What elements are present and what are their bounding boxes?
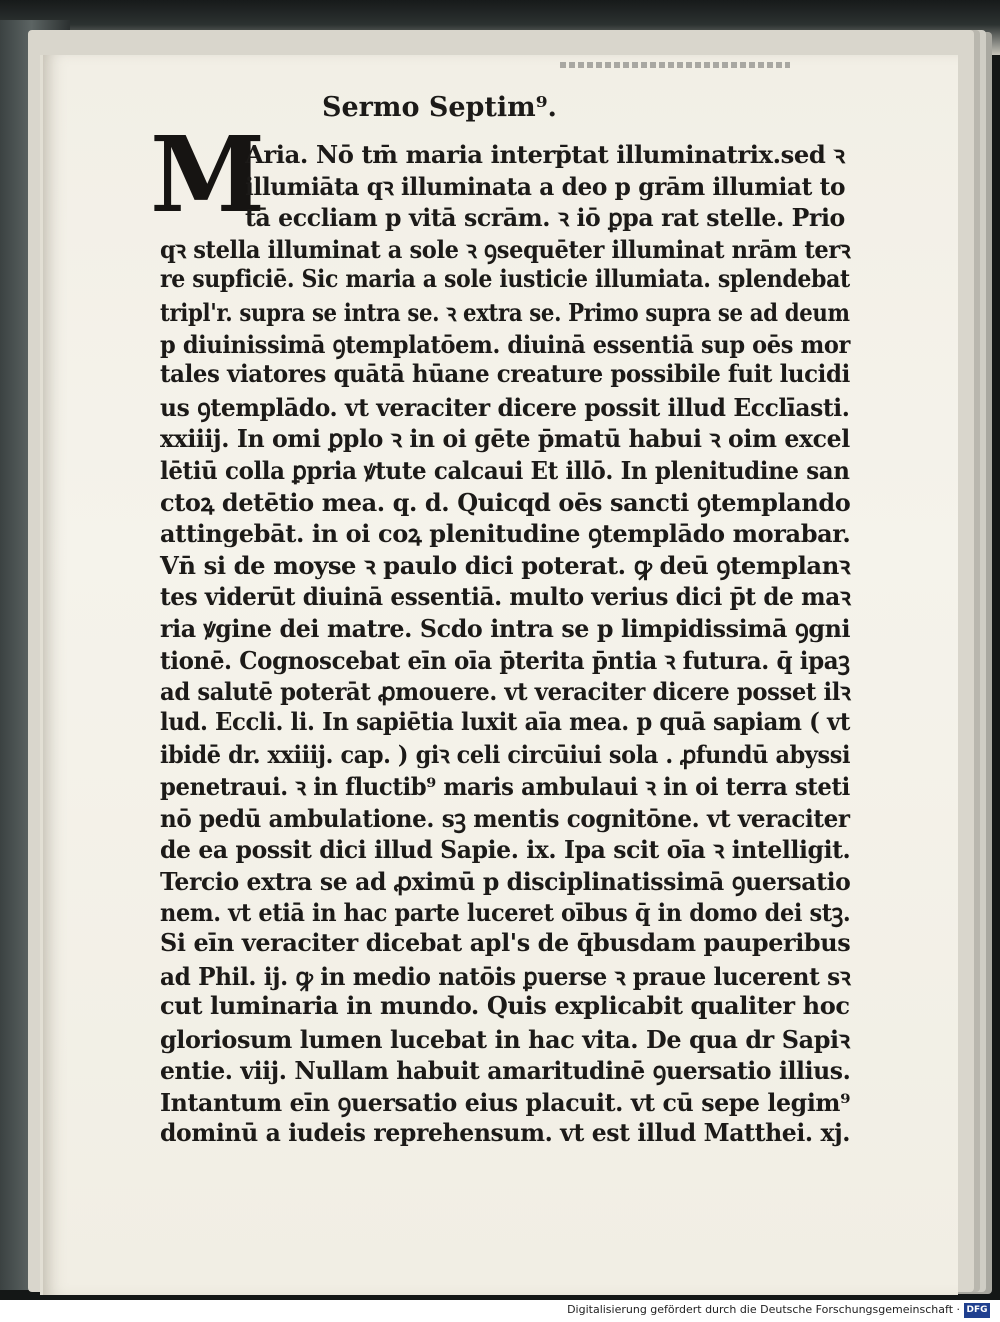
text-line: penetraui. ꝛ in fluctib⁹ maris ambulaui ꝛ in oi terra steti	[160, 772, 850, 801]
digitization-credit: Digitalisierung gefördert durch die Deutsche Forschungsgemeinschaft ·	[567, 1303, 960, 1316]
text-line: ria ꝟgine dei matre. Scdo intra se p limpidissimā ꝯgni	[160, 614, 851, 643]
text-line: tripl'r. supra se intra se. ꝛ extra se. Primo supra se ad deum	[160, 298, 850, 327]
text-line: ad Phil. ij. ꝙ in medio natōis ꝑuerse ꝛ praue lucerent sꝛ	[160, 961, 851, 991]
text-line: nō pedū ambulatione. sꝫ mentis cognitōne. vt veraciter	[160, 803, 850, 833]
text-line: illumiāta qꝛ illuminata a deo p grām illumiat to	[245, 171, 846, 201]
text-line: nem. vt etiā in hac parte luceret oībus q̄ in domo dei stꝫ.	[160, 898, 851, 928]
text-line: de ea possit dici illud Sapie. ix. Ipa scit oīa ꝛ intelligit.	[160, 835, 851, 865]
sermon-heading: Sermo Septim⁹.	[322, 92, 557, 123]
text-line: us ꝯtemplādo. vt veraciter dicere possit illud Ecclīasti.	[160, 392, 850, 422]
text-line: cut luminaria in mundo. Quis explicabit qualiter hoc	[160, 991, 850, 1021]
text-line: dominū a iudeis reprehensum. vt est illud Matthei. xj.	[160, 1117, 851, 1147]
text-line: gloriosum lumen lucebat in hac vita. De qua dr Sapiꝛ	[160, 1024, 850, 1054]
text-line: Aria. Nō tm̄ maria interp̄tat illuminatrix.sed ꝛ	[245, 140, 845, 169]
text-line: Vn̄ si de moyse ꝛ paulo dici poterat. ꝙ deū ꝯtemplanꝛ	[160, 550, 850, 580]
text-line: attingebāt. in oi coꝝ plenitudine ꝯtemplādo morabar.	[160, 519, 851, 549]
text-line: re supficiē. Sic maria a sole iusticie illumiata. splendebat	[160, 264, 850, 294]
text-line: tionē. Cognoscebat eīn oīa p̄terita p̄ntia ꝛ futura. q̄ ipaꝫ	[160, 645, 850, 675]
text-line: p diuinissimā ꝯtemplatōem. diuinā essentiā sup oēs mor	[160, 329, 850, 359]
decorated-initial: M	[150, 113, 266, 236]
text-line: tā eccliam p vitā scrām. ꝛ iō ꝑpa rat stelle. Prio	[245, 203, 845, 233]
footer-bar	[0, 1300, 1000, 1322]
bleed-through-marks	[560, 62, 790, 68]
dfg-logo: DFG	[964, 1303, 990, 1318]
text-line: tes viderūt diuinā essentiā. multo verius dici p̄t de maꝛ	[160, 582, 851, 612]
text-line: xxiiij. In omi ꝑplo ꝛ in oi gēte p̄matū habui ꝛ oim excel	[160, 424, 850, 454]
text-line: ctoꝝ detētio mea. q. d. Quicqd oēs sancti ꝯtemplando	[160, 487, 851, 517]
text-line: qꝛ stella illuminat a sole ꝛ ꝯsequēter illuminat nrām terꝛ	[160, 234, 851, 264]
text-line: entie. viij. Nullam habuit amaritudinē ꝯuersatio illius.	[160, 1056, 851, 1086]
text-line: Intantum eīn ꝯuersatio eius placuit. vt cū sepe legim⁹	[160, 1088, 851, 1117]
text-line: tales viatores quātā hūane creature possibile fuit lucidi	[160, 359, 850, 389]
text-line: Tercio extra se ad ꝓximū p disciplinatissimā ꝯuersatio	[160, 866, 851, 896]
text-line: Si eīn veraciter dicebat apl's de q̄busdam pauperibus	[160, 928, 851, 957]
text-line: ad salutē poterāt ꝓmouere. vt veraciter dicere posset ilꝛ	[160, 677, 851, 707]
text-line: lud. Eccli. li. In sapiētia luxit aīa mea. p quā sapiam ( vt	[160, 706, 851, 736]
text-line: lētiū colla ꝑpria ꝟtute calcaui Et illō. In plenitudine san	[160, 456, 850, 485]
text-line: ibidē dr. xxiiij. cap. ) giꝛ celi circūiui sola . ꝓfundū abyssi	[160, 740, 851, 770]
